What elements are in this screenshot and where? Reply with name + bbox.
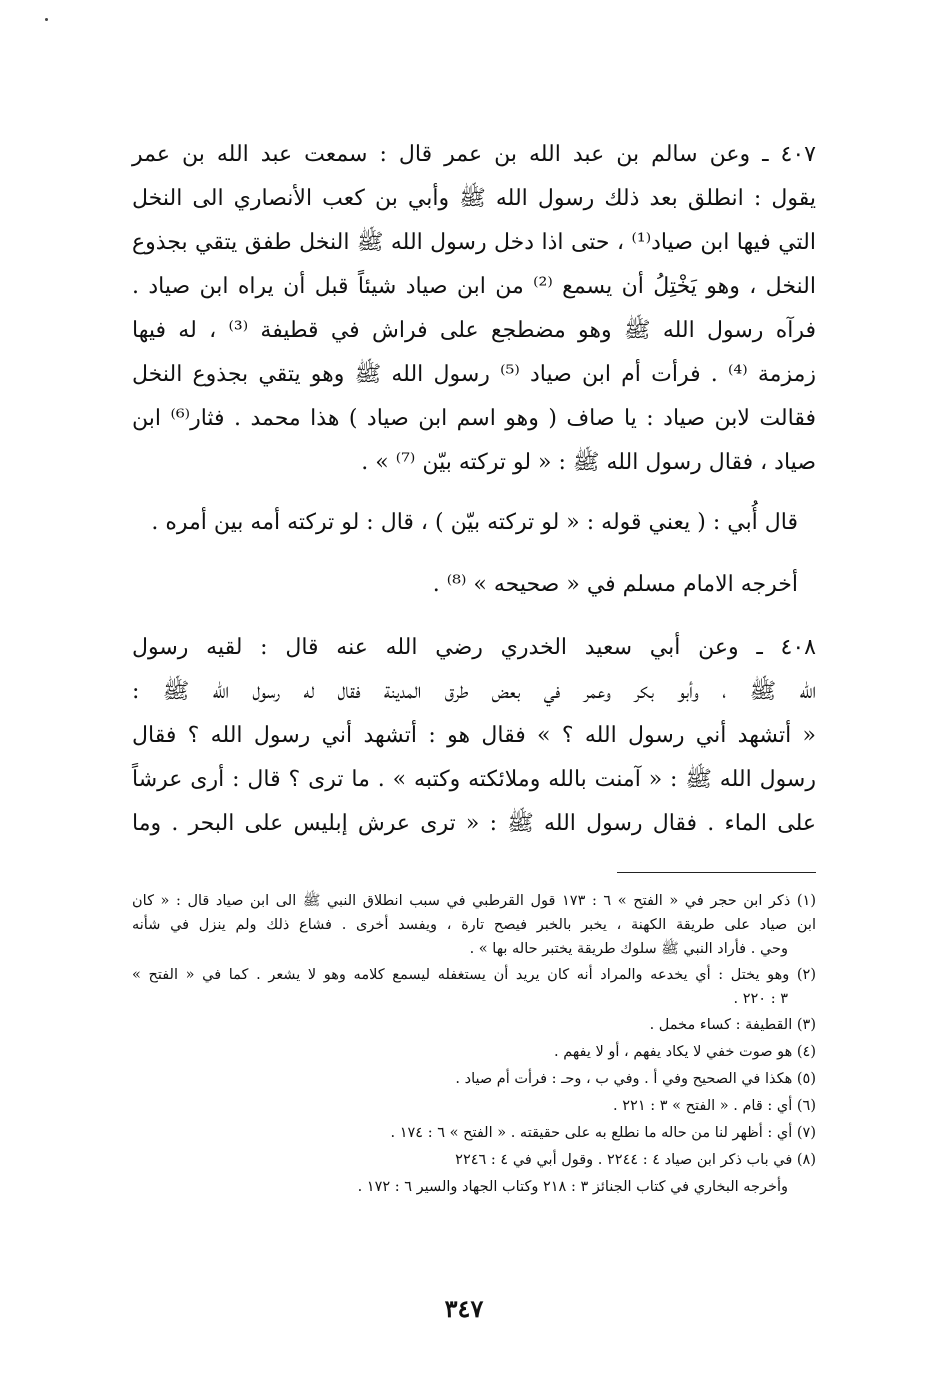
hadith-407-line: فقالت لابن صياد : يا صاف ( وهو اسم ابن صياد ) هذا محمد . فثار⁽⁶⁾ ابن <box>132 406 816 431</box>
hadith-407-line: ٤٠٧ ـ وعن سالم بن عبد الله بن عمر قال : سمعت عبد الله بن عمر <box>132 142 816 167</box>
hadith-407-line: صياد ، فقال رسول الله ﷺ : « لو تركته بيّن ⁽⁷⁾ » . <box>361 450 816 475</box>
hadith-407-line: التي فيها ابن صياد⁽¹⁾ ، حتى اذا دخل رسول الله ﷺ النخل طفق يتقي بجذوع <box>132 230 816 255</box>
footnote-line: (٨) في باب ذكر ابن صياد ٤ : ٢٢٤٤ . وقول أبي في ٤ : ٢٢٤٦ <box>455 1152 816 1168</box>
footnote-line: ٣ : ٢٢٠ . <box>733 991 788 1007</box>
scan-speck <box>45 18 48 21</box>
footnote-line: وأخرجه البخاري في كتاب الجنائز ٣ : ٢١٨ وكتاب الجهاد والسير ٦ : ١٧٢ . <box>357 1179 788 1195</box>
footnote-line: (٣) القطيفة : كساء مخمل . <box>649 1017 816 1033</box>
hadith-408-line: « أتشهد أني رسول الله ؟ » فقال هو : أتشهد أني رسول الله ؟ فقال <box>132 723 816 748</box>
hadith-408-line: على الماء . فقال رسول الله ﷺ : « ترى عرش إبليس على البحر . وما <box>132 811 816 836</box>
footnote-line: (١) ذكر ابن حجر في « الفتح » ٦ : ١٧٣ قول القرطبي في سبب انطلاق النبي ﷺ الى ابن صياد قال : « كان <box>132 893 816 909</box>
footnote-line: (٤) هو صوت خفي لا يكاد يفهم ، أو لا يفهم . <box>554 1044 816 1060</box>
footnote-line: (٢) وهو يختل : أي يخدعه والمراد أنه كان يريد أن يستغفله ليسمع كلامه وهو لا يشعر . كما في « الفتح » <box>132 967 816 983</box>
hadith-407-line: يقول : انطلق بعد ذلك رسول الله ﷺ وأبي بن كعب الأنصاري الى النخل <box>132 186 817 211</box>
footnote-line: (٧) أي : أظهر لنا من حاله ما نطلع به على حقيقته . « الفتح » ٦ : ١٧٤ . <box>390 1125 816 1141</box>
footnote-line: وحي . فأراد النبي ﷺ سلوك طريقة يختبر حاله بها » . <box>469 941 788 957</box>
footnote-line: ابن صياد على طريقة الكهنة ، يخبر بالخبر فيصح تارة ، ويفسد أخرى . فشاع ذلك ولم ينزل في شأنه <box>132 917 816 933</box>
hadith-407-line: زمزمة ⁽⁴⁾ . فرأت أم ابن صياد ⁽⁵⁾ رسول الله ﷺ وهو يتقي بجذوع النخل <box>132 362 816 387</box>
hadith-408-line: رسول الله ﷺ : « آمنت بالله وملائكته وكتبه » . ما ترى ؟ قال : أرى عرشاً <box>132 767 816 792</box>
hadith-408-line: الله ﷺ ، وأبو بكر وعمر في بعض طرق المدينة فقال له رسول الله ﷺ : <box>132 679 816 704</box>
hadith-407-line: النخل ، وهو يَخْتِلُ أن يسمع ⁽²⁾ من ابن صياد شيئاً قبل أن يراه ابن صياد . <box>132 274 816 299</box>
page-number: ٣٤٧ <box>444 1294 484 1323</box>
takhrij-note: أخرجه الامام مسلم في « صحيحه » ⁽⁸⁾ . <box>432 572 798 597</box>
footnote-line: (٦) أي : قام . « الفتح » ٣ : ٢٢١ . <box>613 1098 816 1114</box>
ubayy-note: قال أُبي : ( يعني قوله : « لو تركته بيّن ) ، قال : لو تركته أمه بين أمره . <box>151 510 798 535</box>
hadith-407-line: فرآه رسول الله ﷺ وهو مضطجع على فراش في قطيفة ⁽³⁾ ، له فيها <box>132 318 817 343</box>
footnote-line: (٥) هكذا في الصحيح وفي أ . وفي ب ، وحـ : فرأت أم صياد . <box>455 1071 816 1087</box>
hadith-408-line: ٤٠٨ ـ وعن أبي سعيد الخدري رضي الله عنه قال : لقيه رسول <box>132 635 816 660</box>
footnote-separator <box>617 872 816 873</box>
